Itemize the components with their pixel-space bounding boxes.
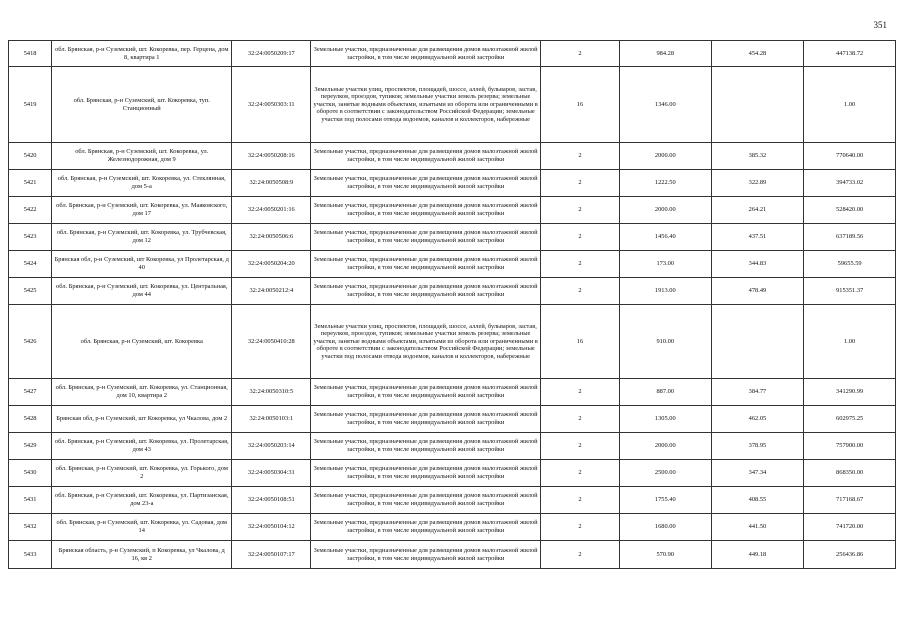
land-use-cell: Земельные участки улиц, проспектов, площадей, шоссе, аллей, бульваров, застав, переулков, проездов, тупиков; земельные участки земель резерва; земельные участки, занятые водными объектами, изъятыми из оборота или ограниченными в обороте в соответствии с законодательством Российской Федерации; земельные участки под полосами отвода водоемов, каналов и коллекторов, набережные — [311, 305, 541, 379]
zone-cell: 2 — [540, 433, 619, 460]
rate-cell: 408.55 — [711, 487, 804, 514]
cadastral-number-cell: 32:24:0050506:6 — [232, 224, 311, 251]
cadastral-number-cell: 32:24:0050310:5 — [232, 379, 311, 406]
row-number: 5431 — [9, 487, 52, 514]
land-use-cell: Земельные участки, предназначенные для размещения домов малоэтажной жилой застройки, в том числе индивидуальной жилой застройки — [311, 514, 541, 541]
address-cell: обл. Брянская, р-н Суземский, шт. Кокоревка, ул. Садовая, дом 14 — [52, 514, 232, 541]
address-cell: обл. Брянская, р-н Суземский, шт. Кокоревка, ул. Партизанская, дом 23-а — [52, 487, 232, 514]
land-use-cell: Земельные участки, предназначенные для размещения домов малоэтажной жилой застройки, в том числе индивидуальной жилой застройки — [311, 541, 541, 569]
zone-cell: 2 — [540, 541, 619, 569]
cadastral-value-cell: 868350.00 — [804, 460, 896, 487]
land-use-cell: Земельные участки, предназначенные для размещения домов малоэтажной жилой застройки, в том числе индивидуальной жилой застройки — [311, 197, 541, 224]
land-use-cell: Земельные участки, предназначенные для размещения домов малоэтажной жилой застройки, в том числе индивидуальной жилой застройки — [311, 170, 541, 197]
rate-cell: 437.51 — [711, 224, 804, 251]
cadastral-value-cell: 770640.00 — [804, 143, 896, 170]
zone-cell: 2 — [540, 514, 619, 541]
table-row — [9, 406, 896, 433]
row-number: 5422 — [9, 197, 52, 224]
land-use-cell: Земельные участки, предназначенные для размещения домов малоэтажной жилой застройки, в том числе индивидуальной жилой застройки — [311, 251, 541, 278]
table-row — [9, 305, 896, 379]
row-number: 5427 — [9, 379, 52, 406]
zone-cell: 16 — [540, 67, 619, 143]
row-number: 5423 — [9, 224, 52, 251]
rate-cell: 449.18 — [711, 541, 804, 569]
cadastral-number-cell: 32:24:0050208:16 — [232, 143, 311, 170]
address-cell: обл. Брянская, р-н Суземский, шт. Кокоревка — [52, 305, 232, 379]
area-cell: 570.90 — [619, 541, 711, 569]
area-cell: 2000.00 — [619, 433, 711, 460]
page-number: 351 — [873, 20, 887, 30]
area-cell: 1680.00 — [619, 514, 711, 541]
row-number: 5432 — [9, 514, 52, 541]
address-cell: обл. Брянская, р-н Суземский, шт. Кокоревка, ул. Маяковского, дом 17 — [52, 197, 232, 224]
area-cell: 2000.00 — [619, 143, 711, 170]
table-row — [9, 41, 896, 67]
land-use-cell: Земельные участки, предназначенные для размещения домов малоэтажной жилой застройки, в том числе индивидуальной жилой застройки — [311, 433, 541, 460]
area-cell: 910.00 — [619, 305, 711, 379]
rate-cell: 384.77 — [711, 379, 804, 406]
row-number: 5419 — [9, 67, 52, 143]
cadastral-number-cell: 32:24:0050410:28 — [232, 305, 311, 379]
zone-cell: 2 — [540, 460, 619, 487]
zone-cell: 2 — [540, 170, 619, 197]
address-cell: обл. Брянская, р-н Суземский, шт. Кокоревка, ул. Горького, дом 2 — [52, 460, 232, 487]
land-use-cell: Земельные участки улиц, проспектов, площадей, шоссе, аллей, бульваров, застав, переулков, проездов, тупиков; земельные участки земель резерва; земельные участки, занятые водными объектами, изъятыми из оборота или ограниченными в обороте в соответствии с законодательством Российской Федерации; земельные участки под полосами отвода водоемов, каналов и коллекторов, набережные — [311, 67, 541, 143]
cadastral-number-cell: 32:24:0050304:31 — [232, 460, 311, 487]
cadastral-value-cell: 394733.02 — [804, 170, 896, 197]
cadastral-number-cell: 32:24:0050108:51 — [232, 487, 311, 514]
table-row — [9, 379, 896, 406]
zone-cell: 2 — [540, 197, 619, 224]
cadastral-value-cell: 717168.67 — [804, 487, 896, 514]
land-use-cell: Земельные участки, предназначенные для размещения домов малоэтажной жилой застройки, в том числе индивидуальной жилой застройки — [311, 460, 541, 487]
row-number: 5424 — [9, 251, 52, 278]
land-use-cell: Земельные участки, предназначенные для размещения домов малоэтажной жилой застройки, в том числе индивидуальной жилой застройки — [311, 41, 541, 67]
area-cell: 887.00 — [619, 379, 711, 406]
address-cell: обл. Брянская, р-н Суземский, шт. Кокоревка, ул. Железнодорожная, дом 9 — [52, 143, 232, 170]
cadastral-number-cell: 32:24:0050209:17 — [232, 41, 311, 67]
address-cell: обл. Брянская, р-н Суземский, шт. Кокоревка, ул. Стеклянная, дом 5-а — [52, 170, 232, 197]
address-cell: обл. Брянская, р-н Суземский, шт. Кокоревка, ул. Центральная, дом 44 — [52, 278, 232, 305]
cadastral-value-cell: 59655.59 — [804, 251, 896, 278]
address-cell: обл. Брянская, р-н Суземский, шт. Кокоревка, ул. Станционная, дом 10, квартира 2 — [52, 379, 232, 406]
address-cell: обл. Брянская, р-н Суземский, шт. Кокоревка, туп. Станционный — [52, 67, 232, 143]
table-row — [9, 143, 896, 170]
cadastral-value-cell: 637189.56 — [804, 224, 896, 251]
cadastral-value-cell: 1.00 — [804, 305, 896, 379]
zone-cell: 2 — [540, 224, 619, 251]
cadastral-number-cell: 32:24:0050103:1 — [232, 406, 311, 433]
table-row — [9, 67, 896, 143]
table-row — [9, 170, 896, 197]
zone-cell: 2 — [540, 379, 619, 406]
area-cell: 173.00 — [619, 251, 711, 278]
land-use-cell: Земельные участки, предназначенные для размещения домов малоэтажной жилой застройки, в том числе индивидуальной жилой застройки — [311, 379, 541, 406]
row-number: 5433 — [9, 541, 52, 569]
row-number: 5430 — [9, 460, 52, 487]
cadastral-number-cell: 32:24:0050203:14 — [232, 433, 311, 460]
area-cell: 1755.40 — [619, 487, 711, 514]
row-number: 5421 — [9, 170, 52, 197]
table-body — [9, 41, 896, 569]
rate-cell: 344.83 — [711, 251, 804, 278]
rate-cell — [711, 67, 804, 143]
row-number: 5429 — [9, 433, 52, 460]
address-cell: Брянская обл, р-н Суземский, шт Кокоревка, ул Чкалова, дом 2 — [52, 406, 232, 433]
zone-cell: 2 — [540, 278, 619, 305]
table-row — [9, 224, 896, 251]
table-row — [9, 460, 896, 487]
zone-cell: 2 — [540, 406, 619, 433]
area-cell: 1305.00 — [619, 406, 711, 433]
cadastral-value-cell: 447138.72 — [804, 41, 896, 67]
land-use-cell: Земельные участки, предназначенные для размещения домов малоэтажной жилой застройки, в том числе индивидуальной жилой застройки — [311, 487, 541, 514]
table-row — [9, 278, 896, 305]
area-cell: 1222.50 — [619, 170, 711, 197]
address-cell: обл. Брянская, р-н Суземский, шт. Кокоревка, ул. Пролетарская, дом 43 — [52, 433, 232, 460]
rate-cell: 441.50 — [711, 514, 804, 541]
area-cell: 1456.40 — [619, 224, 711, 251]
cadastral-value-cell: 1.00 — [804, 67, 896, 143]
land-use-cell: Земельные участки, предназначенные для размещения домов малоэтажной жилой застройки, в том числе индивидуальной жилой застройки — [311, 278, 541, 305]
address-cell: Брянская область, р-н Суземский, п Кокоревка, ул Чкалова, д 16, кв 2 — [52, 541, 232, 569]
cadastral-number-cell: 32:24:0050212:4 — [232, 278, 311, 305]
area-cell: 2000.00 — [619, 197, 711, 224]
row-number: 5425 — [9, 278, 52, 305]
zone-cell: 2 — [540, 41, 619, 67]
cadastral-number-cell: 32:24:0050107:17 — [232, 541, 311, 569]
cadastral-value-cell: 528420.00 — [804, 197, 896, 224]
zone-cell: 2 — [540, 143, 619, 170]
cadastral-number-cell: 32:24:0050204:20 — [232, 251, 311, 278]
area-cell: 2500.00 — [619, 460, 711, 487]
table-row — [9, 433, 896, 460]
rate-cell: 347.34 — [711, 460, 804, 487]
cadastral-value-table — [8, 40, 896, 569]
table-row — [9, 541, 896, 569]
row-number: 5426 — [9, 305, 52, 379]
land-use-cell: Земельные участки, предназначенные для размещения домов малоэтажной жилой застройки, в том числе индивидуальной жилой застройки — [311, 143, 541, 170]
table-row — [9, 251, 896, 278]
table-row — [9, 197, 896, 224]
cadastral-value-cell: 741720.00 — [804, 514, 896, 541]
rate-cell — [711, 305, 804, 379]
cadastral-number-cell: 32:24:0050104:12 — [232, 514, 311, 541]
cadastral-number-cell: 32:24:0050508:9 — [232, 170, 311, 197]
area-cell: 984.28 — [619, 41, 711, 67]
row-number: 5428 — [9, 406, 52, 433]
zone-cell: 2 — [540, 487, 619, 514]
cadastral-number-cell: 32:24:0050201:16 — [232, 197, 311, 224]
cadastral-value-cell: 757900.00 — [804, 433, 896, 460]
address-cell: обл. Брянская, р-н Суземский, шт. Кокоревка, пер. Герцена, дом 8, квартира 1 — [52, 41, 232, 67]
land-use-cell: Земельные участки, предназначенные для размещения домов малоэтажной жилой застройки, в том числе индивидуальной жилой застройки — [311, 406, 541, 433]
rate-cell: 385.32 — [711, 143, 804, 170]
land-use-cell: Земельные участки, предназначенные для размещения домов малоэтажной жилой застройки, в том числе индивидуальной жилой застройки — [311, 224, 541, 251]
rate-cell: 378.95 — [711, 433, 804, 460]
area-cell: 1346.00 — [619, 67, 711, 143]
rate-cell: 454.28 — [711, 41, 804, 67]
cadastral-value-cell: 915351.37 — [804, 278, 896, 305]
rate-cell: 462.05 — [711, 406, 804, 433]
rate-cell: 264.21 — [711, 197, 804, 224]
table-row — [9, 487, 896, 514]
area-cell: 1913.00 — [619, 278, 711, 305]
cadastral-number-cell: 32:24:0050303:11 — [232, 67, 311, 143]
zone-cell: 16 — [540, 305, 619, 379]
cadastral-value-cell: 602975.25 — [804, 406, 896, 433]
address-cell: Брянская обл, р-н Суземский, шт Кокоревка, ул Пролетарская, д 40 — [52, 251, 232, 278]
row-number: 5418 — [9, 41, 52, 67]
rate-cell: 322.89 — [711, 170, 804, 197]
zone-cell: 2 — [540, 251, 619, 278]
cadastral-value-cell: 341290.99 — [804, 379, 896, 406]
table-row — [9, 514, 896, 541]
row-number: 5420 — [9, 143, 52, 170]
cadastral-value-cell: 256436.86 — [804, 541, 896, 569]
address-cell: обл. Брянская, р-н Суземский, шт. Кокоревка, ул. Трубчевская, дом 12 — [52, 224, 232, 251]
rate-cell: 478.49 — [711, 278, 804, 305]
